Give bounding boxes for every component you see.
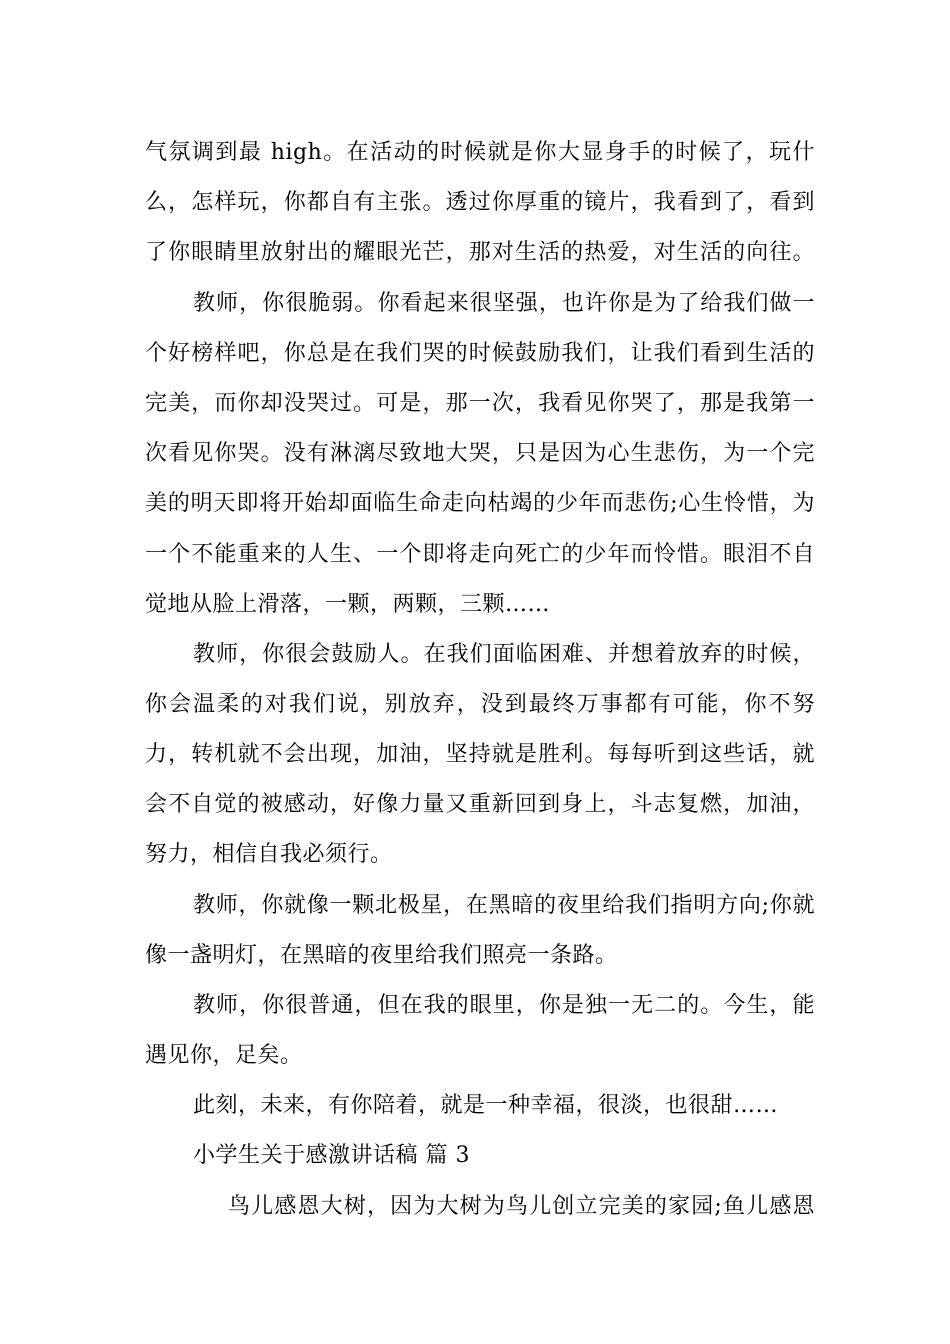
text-line: 力，转机就不会出现，加油，坚持就是胜利。每每听到这些话，就 xyxy=(145,742,815,767)
text-line: 么，怎样玩，你都自有主张。透过你厚重的镜片，我看到了，看到 xyxy=(145,190,815,215)
paragraph-line: 此刻，未来，有你陪着，就是一种幸福，很淡，也很甜…… xyxy=(193,1093,779,1118)
paragraph-first-line: 教师，你很会鼓励人。在我们面临困难、并想着放弃的时候， xyxy=(193,642,815,667)
text-line: 努力，相信自我必须行。 xyxy=(145,842,393,867)
text-line: 完美，而你却没哭过。可是，那一次，我看见你哭了，那是我第一 xyxy=(145,391,815,416)
text-line: 你会温柔的对我们说，别放弃，没到最终万事都有可能，你不努 xyxy=(145,692,815,717)
text-line: 气氛调到最 high。在活动的时候就是你大显身手的时候了，玩什 xyxy=(145,140,815,165)
text-line: 觉地从脸上滑落，一颗，两颗，三颗…… xyxy=(145,592,551,617)
text-line: 了你眼睛里放射出的耀眼光芒，那对生活的热爱，对生活的向往。 xyxy=(145,240,815,265)
paragraph-first-line: 教师，你就像一颗北极星，在黑暗的夜里给我们指明方向;你就 xyxy=(193,893,815,918)
text-line: 像一盏明灯，在黑暗的夜里给我们照亮一条路。 xyxy=(145,943,618,968)
text-line: 遇见你，足矣。 xyxy=(145,1043,303,1068)
text-line: 个好榜样吧，你总是在我们哭的时候鼓励我们，让我们看到生活的 xyxy=(145,341,815,366)
paragraph-first-line: 教师，你很脆弱。你看起来很坚强，也许你是为了给我们做一 xyxy=(193,291,815,316)
text-line: 会不自觉的被感动，好像力量又重新回到身上，斗志复燃，加油， xyxy=(145,792,815,817)
text-line: 美的明天即将开始却面临生命走向枯竭的少年而悲伤;心生怜惜，为 xyxy=(145,491,815,516)
text-line: 一个不能重来的人生、一个即将走向死亡的少年而怜惜。眼泪不自 xyxy=(145,542,815,567)
section-heading: 小学生关于感激讲话稿 篇 3 xyxy=(193,1143,470,1168)
text-line: 次看见你哭。没有淋漓尽致地大哭，只是因为心生悲伤，为一个完 xyxy=(145,441,815,466)
paragraph-first-line: 鸟儿感恩大树，因为大树为鸟儿创立完美的家园;鱼儿感恩 xyxy=(228,1194,815,1219)
paragraph-first-line: 教师，你很普通，但在我的眼里，你是独一无二的。今生，能 xyxy=(193,993,815,1018)
